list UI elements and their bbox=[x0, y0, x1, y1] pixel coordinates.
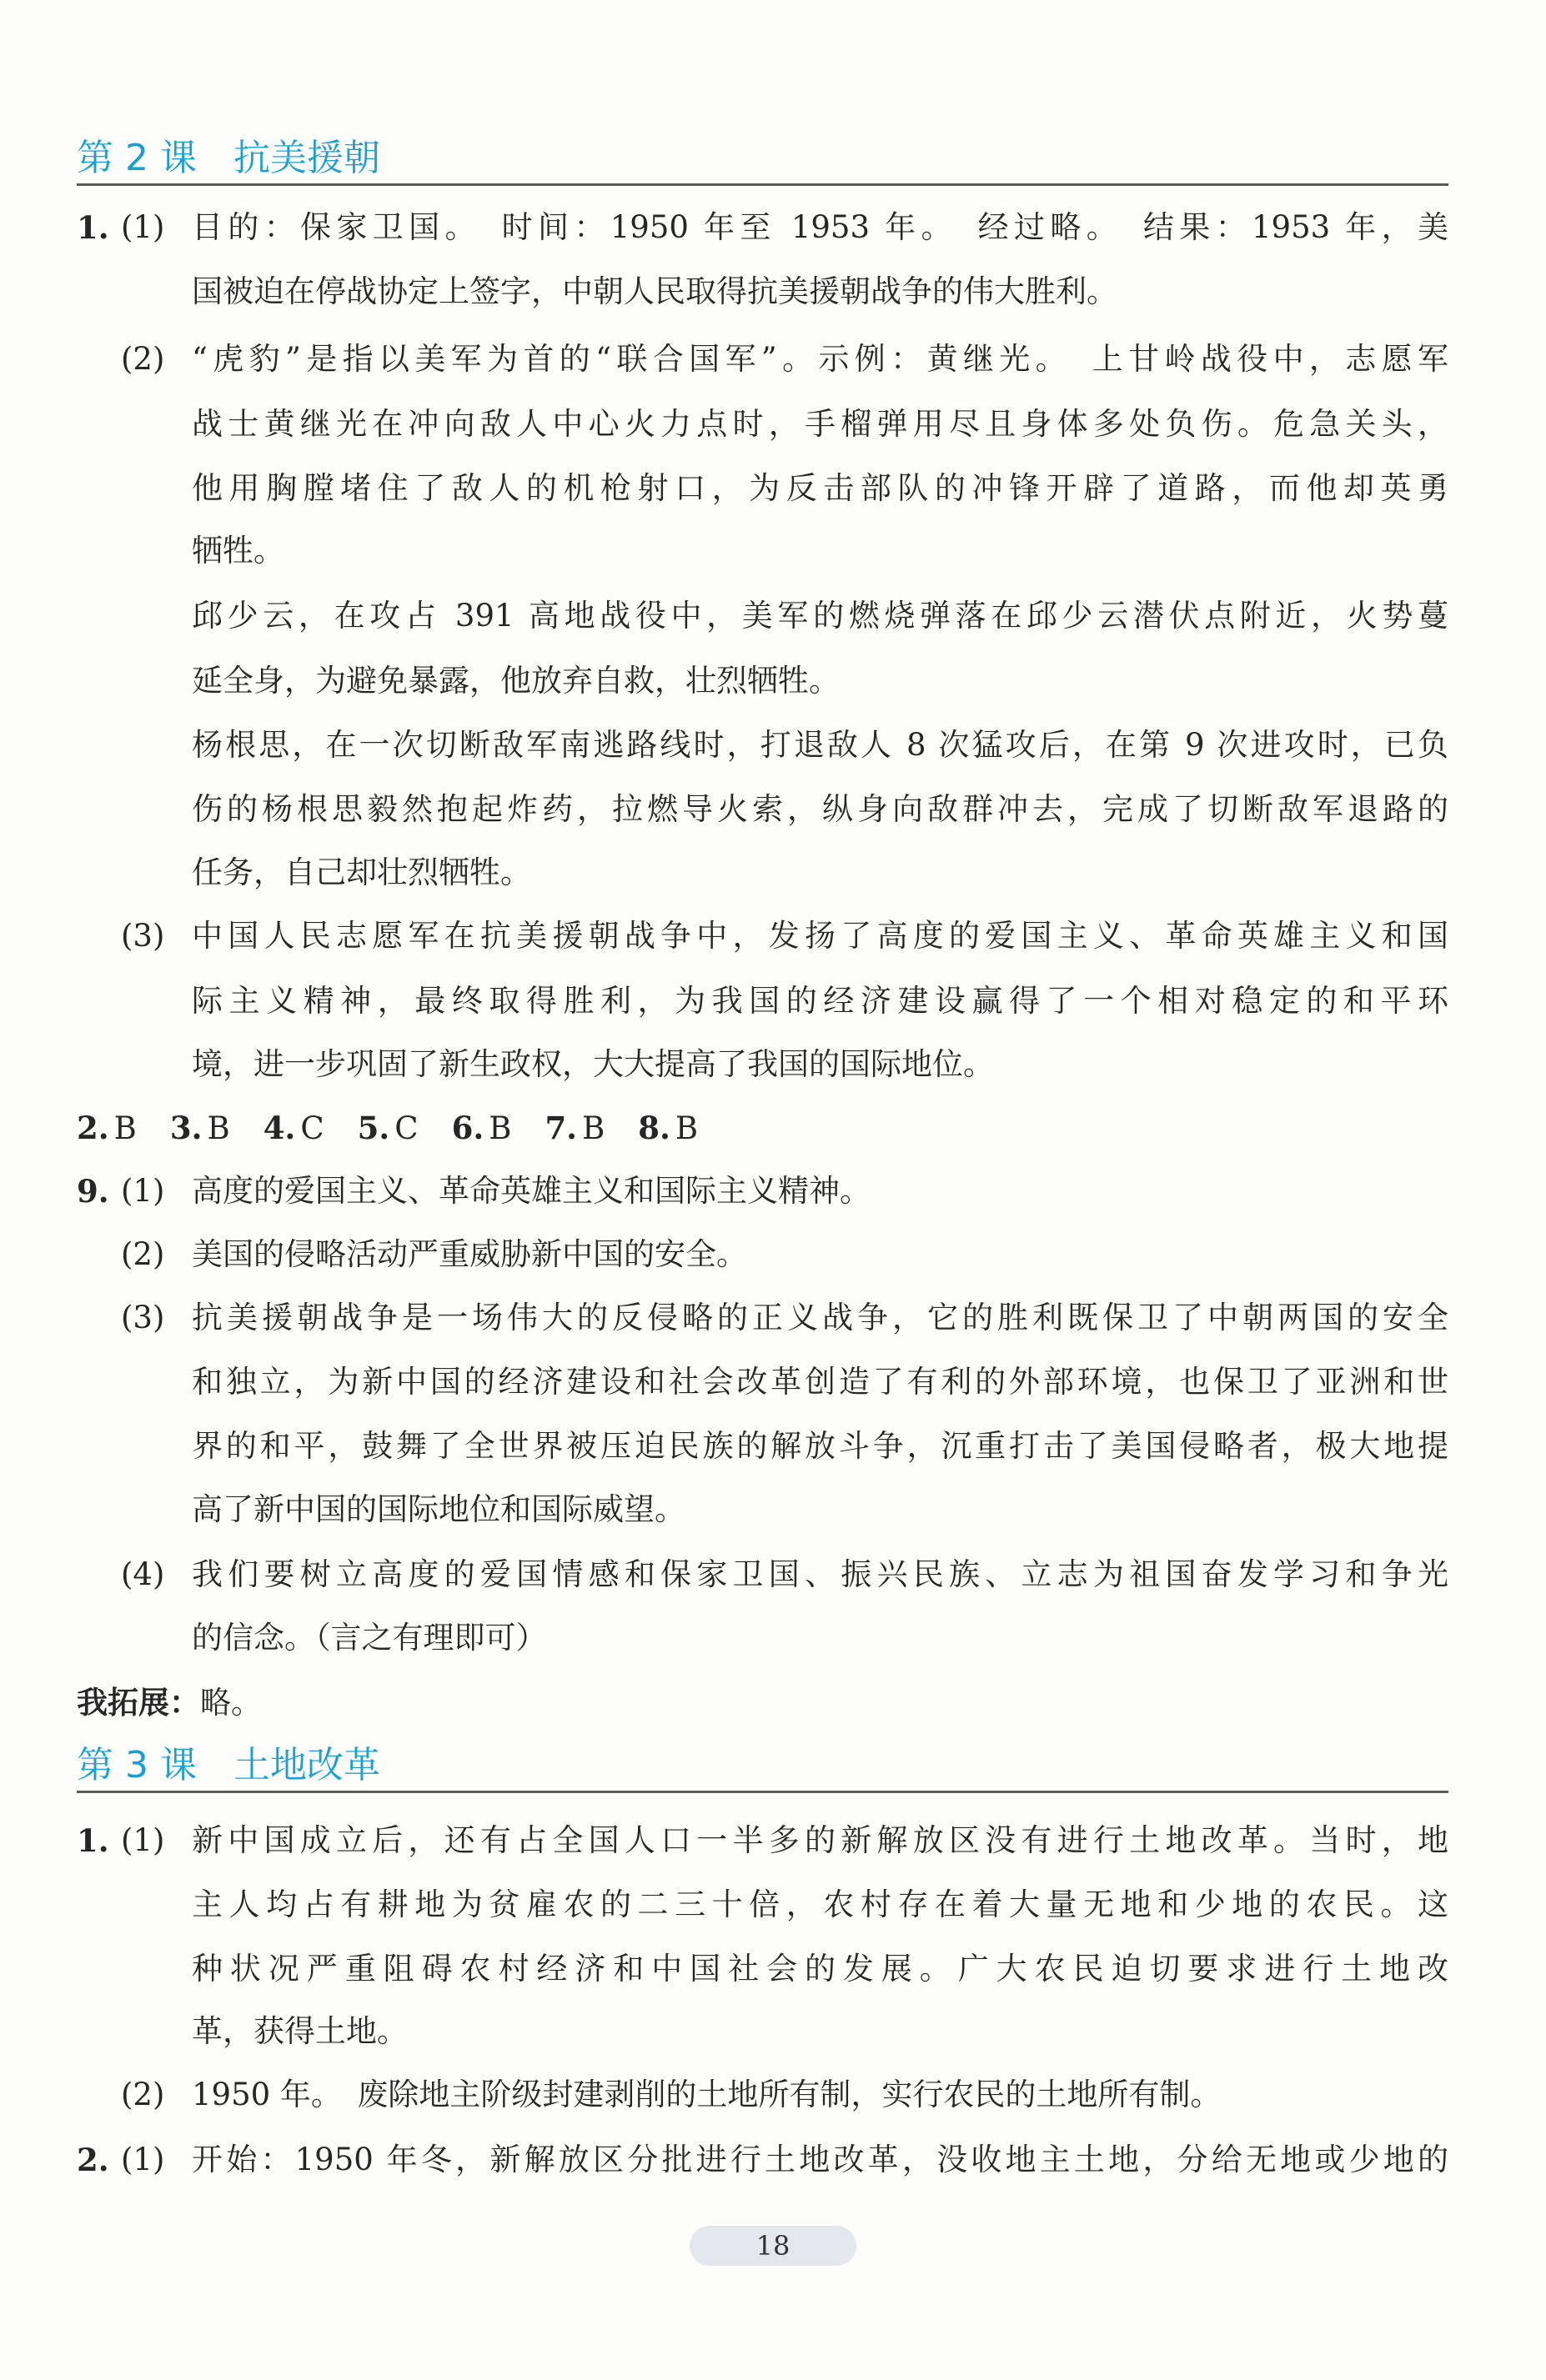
lesson-3-heading bbox=[77, 1741, 1448, 1793]
answer-line: 新中国成立后，还有占全国人口一半多的新解放区没有进行土地改革。当时，地 bbox=[192, 1822, 1448, 1858]
sub-label-text: (4) bbox=[121, 1556, 165, 1592]
answer-line: 高了新中国的国际地位和国际威望。 bbox=[192, 1491, 685, 1527]
question-number: 4. bbox=[263, 1110, 296, 1146]
answer-line: 界的和平，鼓舞了全世界被压迫民族的解放斗争，沉重打击了美国侵略者，极大地提 bbox=[192, 1428, 1448, 1464]
question-1 bbox=[77, 1820, 109, 1861]
sub-label bbox=[121, 915, 164, 957]
answer-line: 美国的侵略活动严重威胁新中国的安全。 bbox=[192, 1236, 747, 1272]
sub-label bbox=[121, 338, 164, 380]
answer-line: 和独立，为新中国的经济建设和社会改革创造了有利的外部环境，也保卫了亚洲和世 bbox=[192, 1364, 1448, 1400]
answer-line: 目的：保家卫国。 时间：1950 年至 1953 年。 经过略。 结果：1953 年，美 bbox=[192, 209, 1448, 245]
sub-label bbox=[121, 2139, 164, 2181]
lesson-2-title: 抗美援朝 bbox=[233, 137, 380, 179]
answer-line: 牺牲。 bbox=[192, 533, 284, 569]
question-2 bbox=[77, 2139, 109, 2181]
extension-label: 我拓展： bbox=[77, 1685, 200, 1721]
answer-line: 1950 年。 废除地主阶级封建剥削的土地所有制，实行农民的土地所有制。 bbox=[192, 2077, 1222, 2112]
answer-line: 国被迫在停战协定上签字，中朝人民取得抗美援朝战争的伟大胜利。 bbox=[192, 273, 1117, 309]
answer-line: 中国人民志愿军在抗美援朝战争中，发扬了高度的爱国主义、革命英雄主义和国 bbox=[192, 918, 1448, 954]
question-number: 5. bbox=[357, 1110, 390, 1146]
sub-label bbox=[121, 1297, 164, 1339]
answer-line: 他用胸膛堵住了敌人的机枪射口，为反击部队的冲锋开辟了道路，而他却英勇 bbox=[192, 470, 1448, 506]
sub-label bbox=[121, 207, 164, 248]
sub-label-text: (2) bbox=[121, 1236, 165, 1272]
answer-line: 延全身，为避免暴露，他放弃自救，壮烈牺牲。 bbox=[192, 663, 840, 699]
lesson-2-number: 第 2 课 bbox=[77, 137, 197, 179]
choice-answer: B bbox=[113, 1110, 137, 1146]
answer-line: 主人均占有耕地为贫雇农的二三十倍，农村存在着大量无地和少地的农民。这 bbox=[192, 1886, 1448, 1922]
answer-line: 境，进一步巩固了新生政权，大大提高了我国的国际地位。 bbox=[192, 1046, 994, 1082]
sub-label-text: (1) bbox=[121, 1822, 165, 1858]
answer-line: 革，获得土地。 bbox=[192, 2013, 408, 2049]
answer-line: 种状况严重阻碍农村经济和中国社会的发展。广大农民迫切要求进行土地改 bbox=[192, 1951, 1448, 1987]
answer-line: 高度的爱国主义、革命英雄主义和国际主义精神。 bbox=[192, 1173, 871, 1209]
question-number: 3. bbox=[169, 1110, 203, 1146]
answer-line: 的信念。（言之有理即可） bbox=[192, 1620, 547, 1656]
lesson-3-number: 第 3 课 bbox=[77, 1744, 197, 1786]
extension-text: 略。 bbox=[200, 1685, 262, 1721]
lesson-2-heading bbox=[77, 133, 1448, 186]
answer-line: 战士黄继光在冲向敌人中心火力点时，手榴弹用尽且身体多处负伤。危急关头， bbox=[192, 406, 1448, 442]
question-number: 2. bbox=[77, 2142, 109, 2178]
page-number: 18 bbox=[755, 2230, 791, 2262]
answer-line: 杨根思，在一次切断敌军南逃路线时，打退敌人 8 次猛攻后，在第 9 次进攻时，已负 bbox=[192, 727, 1448, 763]
question-number: 1. bbox=[77, 209, 109, 246]
question-9 bbox=[77, 1170, 109, 1212]
sub-label-text: (1) bbox=[121, 2142, 165, 2177]
question-number: 2. bbox=[77, 1110, 109, 1146]
answer-line: 伤的杨根思毅然抱起炸药，拉燃导火索，纵身向敌群冲去，完成了切断敌军退路的 bbox=[192, 791, 1448, 827]
sub-label-text: (1) bbox=[121, 209, 165, 245]
answer-line: “虎豹”是指以美军为首的“联合国军”。示例：黄继光。 上甘岭战役中，志愿军 bbox=[192, 341, 1448, 377]
sub-label bbox=[121, 2074, 164, 2116]
extension-row bbox=[77, 1682, 262, 1724]
answer-line: 我们要树立高度的爱国情感和保家卫国、振兴民族、立志为祖国奋发学习和争光 bbox=[192, 1556, 1448, 1592]
choice-answer: B bbox=[207, 1110, 230, 1146]
sub-label-text: (2) bbox=[121, 2077, 165, 2112]
question-number: 8. bbox=[638, 1110, 670, 1146]
question-number: 9. bbox=[77, 1173, 109, 1210]
question-number: 1. bbox=[77, 1822, 109, 1859]
choice-answer: B bbox=[489, 1110, 512, 1146]
answer-line: 任务，自己却壮烈牺牲。 bbox=[192, 854, 531, 890]
sub-label bbox=[121, 1554, 164, 1596]
question-number: 7. bbox=[545, 1110, 578, 1146]
answer-line: 邱少云，在攻占 391 高地战役中，美军的燃烧弹落在邱少云潜伏点附近，火势蔓 bbox=[192, 598, 1448, 634]
choice-answer: C bbox=[394, 1110, 419, 1146]
sub-label-text: (3) bbox=[121, 1300, 165, 1335]
sub-label-text: (1) bbox=[121, 1173, 165, 1209]
answer-line: 开始：1950 年冬，新解放区分批进行土地改革，没收地主土地，分给无地或少地的 bbox=[192, 2142, 1448, 2177]
choice-answer: C bbox=[300, 1110, 324, 1146]
sub-label bbox=[121, 1234, 164, 1275]
answer-line: 抗美援朝战争是一场伟大的反侵略的正义战争，它的胜利既保卫了中朝两国的安全 bbox=[192, 1300, 1448, 1335]
lesson-3-title: 土地改革 bbox=[233, 1744, 380, 1786]
sub-label bbox=[121, 1170, 164, 1212]
sub-label-text: (3) bbox=[121, 918, 165, 954]
choice-answer: B bbox=[675, 1110, 699, 1146]
question-number: 6. bbox=[451, 1110, 484, 1146]
sub-label-text: (2) bbox=[121, 341, 165, 377]
sub-label bbox=[121, 1820, 164, 1861]
choice-answer: B bbox=[582, 1110, 605, 1146]
answer-line: 际主义精神，最终取得胜利，为我国的经济建设赢得了一个相对稳定的和平环 bbox=[192, 983, 1448, 1019]
multiple-choice-answers bbox=[77, 1107, 731, 1149]
question-1 bbox=[77, 207, 109, 248]
